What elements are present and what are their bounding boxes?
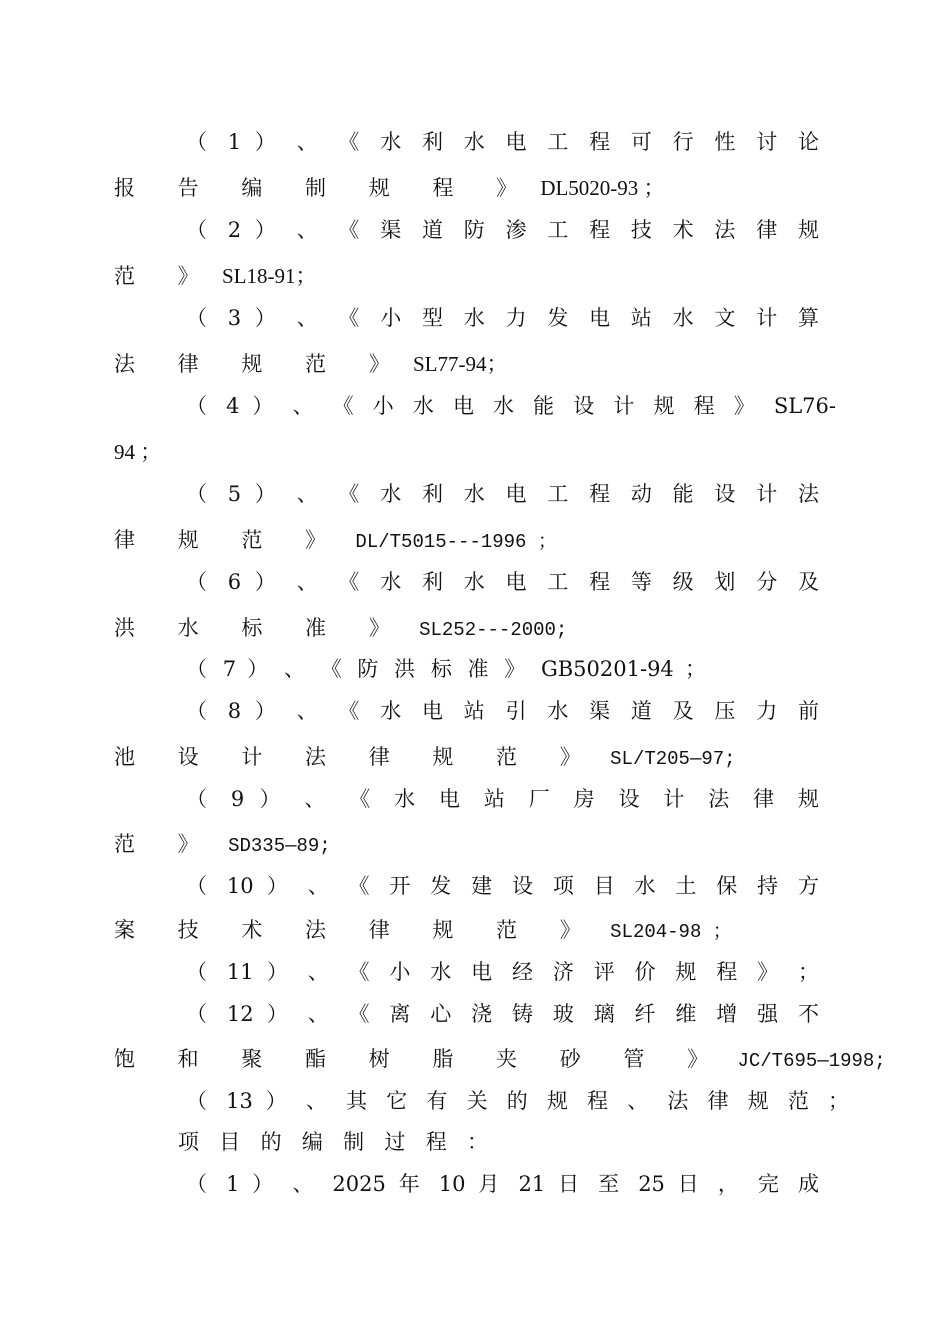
process-item-1-line-1: （ 1 ） 、 2025 年 10 月 21 日 至 25 日 ， 完 成	[186, 1172, 819, 1196]
item-4-line-1: （ 4 ） 、 《 小 水 电 水 能 设 计 规 程 》 SL76-	[186, 394, 836, 418]
item-2-code: SL18-91；	[216, 264, 317, 288]
item-10-code: SL204-98 ；	[598, 921, 732, 943]
item-5-title-end: 律 规 范 》	[114, 528, 345, 552]
item-8-title-end: 池 设 计 法 律 规 范 》	[114, 745, 599, 769]
item-12-title-end: 饱 和 聚 酯 树 脂 夹 砂 管 》	[114, 1047, 727, 1071]
item-3-line-2	[114, 350, 824, 378]
item-9-line-1: （ 9 ） 、 《 水 电 站 厂 房 设 计 法 律 规	[186, 787, 819, 811]
item-8-line-1: （ 8 ） 、 《 水 电 站 引 水 渠 道 及 压 力 前	[186, 699, 819, 723]
item-7-line-1: （ 7 ） 、 《 防 洪 标 准 》 GB50201-94 ；	[186, 657, 706, 681]
item-3-code: SL77-94；	[407, 352, 508, 376]
item-3-line-1: （ 3 ） 、 《 小 型 水 力 发 电 站 水 文 计 算	[186, 306, 819, 330]
item-12-line-1: （ 12 ） 、 《 离 心 浇 铸 玻 璃 纤 维 增 强 不	[186, 1002, 819, 1026]
item-5-code: DL/T5015---1996 ；	[344, 531, 557, 553]
item-8-code: SL/T205—97;	[598, 748, 736, 770]
item-6-line-1: （ 6 ） 、 《 水 利 水 电 工 程 等 级 划 分 及	[186, 570, 819, 594]
item-6-code: SL252---2000;	[407, 619, 568, 641]
item-4-code-end: 94 ；	[114, 440, 162, 464]
item-2-line-1: （ 2 ） 、 《 渠 道 防 渗 工 程 技 术 法 律 规	[186, 218, 819, 242]
item-10-title-end: 案 技 术 法 律 规 范 》	[114, 918, 599, 942]
item-3-title-end: 法 律 规 范 》	[114, 352, 408, 376]
item-10-line-1: （ 10 ） 、 《 开 发 建 设 项 目 水 土 保 持 方	[186, 874, 819, 898]
item-8-line-2	[114, 743, 824, 773]
item-9-title-end: 范 》	[114, 832, 217, 856]
item-1-line-2	[114, 174, 824, 202]
item-13-line-1: （ 13 ） 、 其 它 有 关 的 规 程 、 法 律 规 范 ；	[186, 1089, 849, 1113]
item-1-title-end: 报 告 编 制 规 程 》	[114, 176, 536, 200]
item-6-line-2	[114, 614, 824, 644]
item-5-line-1: （ 5 ） 、 《 水 利 水 电 工 程 动 能 设 计 法	[186, 482, 819, 506]
item-1-code: DL5020-93 ；	[535, 176, 665, 200]
item-9-line-2	[114, 830, 824, 860]
item-1-line-1: （ 1 ） 、 《 水 利 水 电 工 程 可 行 性 讨 论	[186, 130, 819, 154]
item-10-line-2	[114, 916, 824, 946]
item-9-code: SD335—89;	[216, 835, 331, 857]
item-2-line-2	[114, 262, 824, 290]
item-2-title-end: 范 》	[114, 264, 217, 288]
section-heading: 项 目 的 编 制 过 程 ：	[178, 1130, 488, 1154]
item-4-line-2	[114, 438, 824, 466]
item-11-line-1: （ 11 ） 、 《 小 水 电 经 济 评 价 规 程 》 ；	[186, 960, 819, 984]
item-12-code: JC/T695—1998;	[726, 1050, 886, 1072]
item-12-line-2	[114, 1045, 886, 1075]
item-6-title-end: 洪 水 标 准 》	[114, 616, 408, 640]
item-5-line-2	[114, 526, 824, 556]
